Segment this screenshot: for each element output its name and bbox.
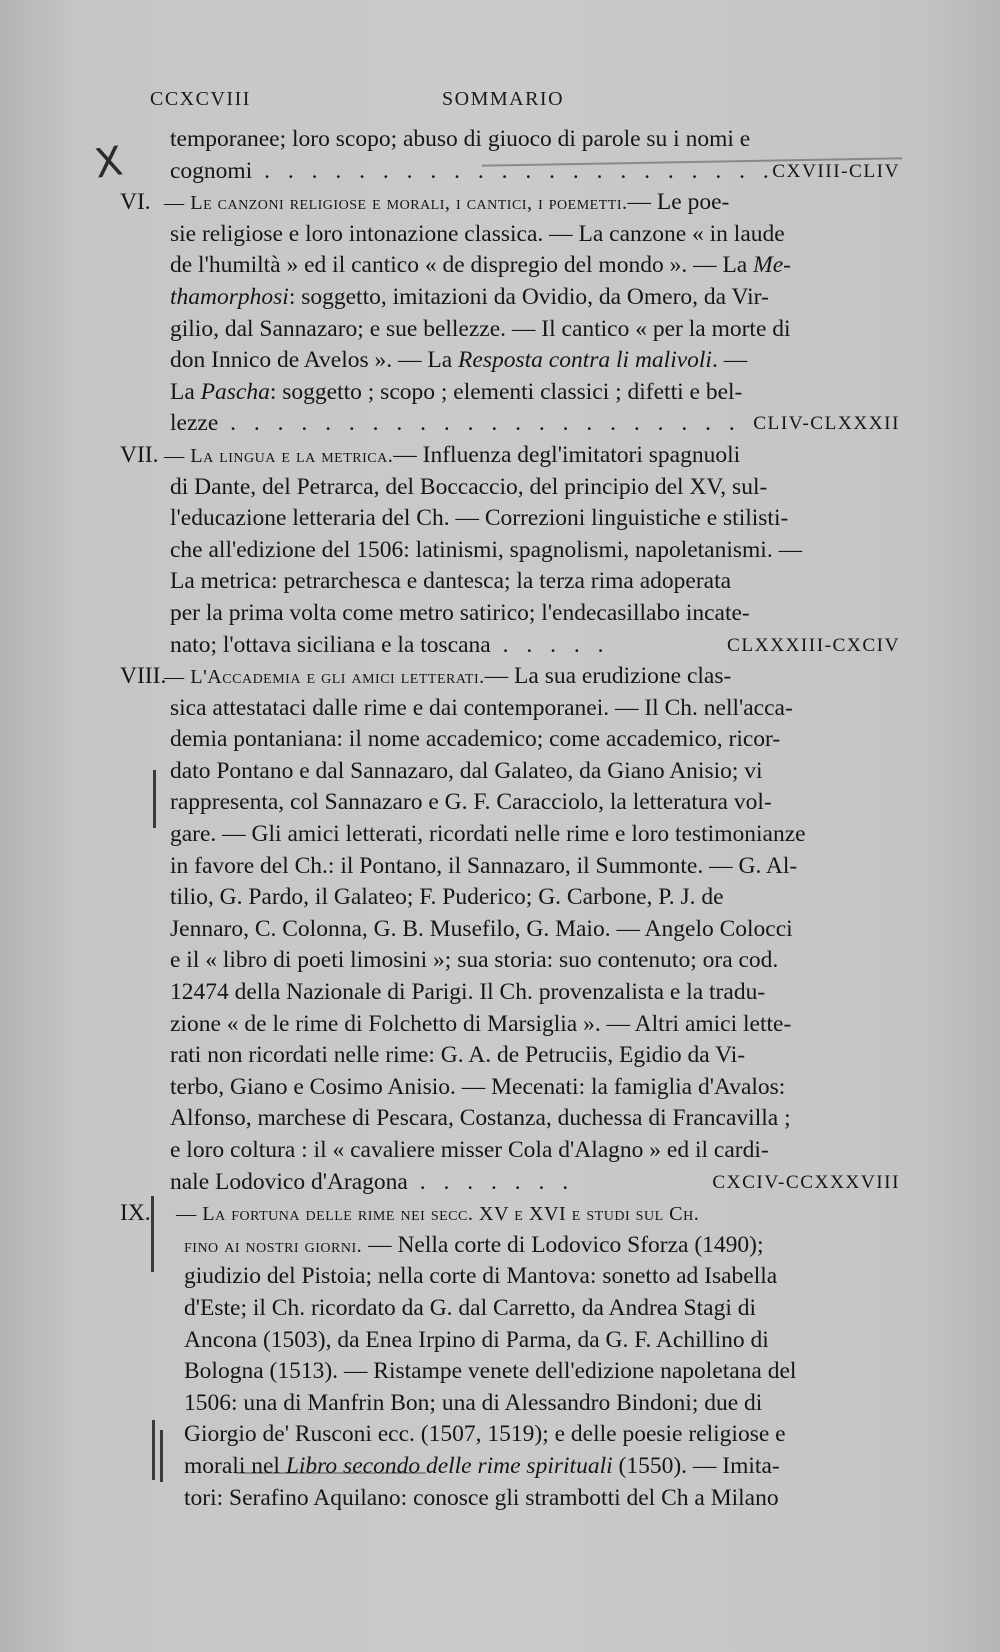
text-line: don Innico de Avelos ». — La Resposta contra li malivoli. —: [170, 347, 748, 374]
text-line: cognomi . . . . . . . . . . . . . . . . . . . . . . CXVIII-CLIV: [120, 156, 900, 188]
text-line: de l'humiltà » ed il cantico « de dispregio del mondo ». — La Me-: [170, 252, 791, 279]
page-reference: CLIV-CLXXXII: [753, 413, 900, 435]
text-line: temporanee; loro scopo; abuso di giuoco di parole su i nomi e: [170, 126, 751, 152]
text-line: Bologna (1513). — Ristampe venete dell'edizione napoletana del: [184, 1358, 797, 1385]
pencil-x-mark: X: [91, 138, 126, 188]
page-reference: CLXXXIII-CXCIV: [727, 634, 900, 656]
text-line: per la prima volta come metro satirico; l'endecasillabo incate-: [170, 599, 750, 626]
text-line: nale Lodovico d'Aragona . . . . . . . CXCIV-CCXXXVIII: [120, 1167, 900, 1199]
text-line: thamorphosi: soggetto, imitazioni da Ovidio, da Omero, da Vir-: [170, 283, 769, 310]
text-line: che all'edizione del 1506: latinismi, spagnolismi, napoletanismi. —: [170, 536, 803, 563]
text-line: 12474 della Nazionale di Parigi. Il Ch. provenzalista e la tradu-: [170, 979, 766, 1006]
text-line: sica attestataci dalle rime e dai contemporanei. — Il Ch. nell'acca-: [170, 694, 793, 721]
running-title: SOMMARIO: [442, 88, 565, 110]
text-line: La metrica: petrarchesca e dantesca; la terza rima adoperata: [170, 568, 732, 595]
text-line: e loro coltura : il « cavaliere misser Cola d'Alagno » ed il cardi-: [170, 1137, 769, 1163]
text-line: gare. — Gli amici letterati, ricordati nelle rime e loro testimonianze: [170, 821, 806, 848]
text-line: La Pascha: soggetto ; scopo ; elementi classici ; difetti e bel-: [170, 378, 743, 405]
text-line: Giorgio de' Rusconi ecc. (1507, 1519); e delle poesie religiose e: [184, 1421, 786, 1448]
section-ix-heading: IX. — La fortuna delle rime nei secc. XV e XVI e studi sul Ch.: [120, 1200, 700, 1227]
text-line: tilio, G. Pardo, il Galateo; F. Puderico; G. Carbone, P. J. de: [170, 884, 724, 911]
text-line: nato; l'ottava siciliana e la toscana . . . . . CLXXXIII-CXCIV: [120, 630, 900, 662]
text-line: Ancona (1503), da Enea Irpino di Parma, da G. F. Achillino di: [184, 1326, 769, 1353]
text-line: rappresenta, col Sannazaro e G. F. Caracciolo, la letteratura vol-: [170, 789, 772, 816]
section-vii-heading: VII. — La lingua e la metrica.— Influenza degl'imitatori spagnuoli: [120, 441, 741, 468]
text-line: gilio, dal Sannazaro; e sue bellezze. — Il cantico « per la morte di: [170, 315, 791, 342]
text-line: zione « de le rime di Folchetto di Marsiglia ». — Altri amici lette-: [170, 1010, 792, 1037]
text-line: rati non ricordati nelle rime: G. A. de Petruciis, Egidio da Vi-: [170, 1042, 746, 1069]
text-line: Jennaro, C. Colonna, G. B. Musefilo, G. Maio. — Angelo Colocci: [170, 915, 793, 942]
text-line: 1506: una di Manfrin Bon; una di Alessandro Bindoni; due di: [184, 1389, 763, 1416]
text-line: sie religiose e loro intonazione classica. — La canzone « in laude: [170, 220, 785, 247]
summary-text: [120, 124, 900, 1514]
text-line: lezze . . . . . . . . . . . . . . . . . . . . . . CLIV-CLXXXII: [120, 408, 900, 440]
section-viii-heading: VIII.— L'Accademia e gli amici letterati.— La sua erudizione clas-: [120, 663, 732, 690]
page-reference: CXCIV-CCXXXVIII: [712, 1171, 900, 1193]
text-line: terbo, Giano e Cosimo Anisio. — Mecenati: la famiglia d'Avalos:: [170, 1073, 786, 1100]
text-line: morali nel Libro secondo delle rime spirituali (1550). — Imita-: [184, 1452, 780, 1479]
text-line: l'educazione letteraria del Ch. — Correzioni linguistiche e stilisti-: [170, 505, 789, 532]
text-line: di Dante, del Petrarca, del Boccaccio, del principio del XV, sul-: [170, 473, 768, 500]
page-reference: CXVIII-CLIV: [772, 160, 900, 182]
text-line: in favore del Ch.: il Pontano, il Sannazaro, il Summonte. — G. Al-: [170, 852, 798, 879]
page-number: CCXCVIII: [150, 88, 251, 110]
section-vi-heading: VI. — Le canzoni religiose e morali, i cantici, i poemetti.— Le poe-: [120, 189, 730, 216]
text-line: d'Este; il Ch. ricordato da G. dal Carretto, da Andrea Stagi di: [184, 1294, 757, 1321]
text-line: dato Pontano e dal Sannazaro, dal Galateo, da Giano Anisio; vi: [170, 757, 763, 784]
text-line: demia pontaniana: il nome accademico; come accademico, ricor-: [170, 726, 781, 753]
text-line: giudizio del Pistoia; nella corte di Mantova: sonetto ad Isabella: [184, 1263, 778, 1290]
text-line: tori: Serafino Aquilano: conosce gli strambotti del Ch a Milano: [184, 1484, 779, 1511]
text-line: fino ai nostri giorni. — Nella corte di Lodovico Sforza (1490);: [184, 1231, 764, 1258]
text-line: Alfonso, marchese di Pescara, Costanza, duchessa di Francavilla ;: [170, 1105, 791, 1132]
text-line: e il « libro di poeti limosini »; sua storia: suo contenuto; ora cod.: [170, 947, 779, 974]
running-head: [0, 88, 1000, 118]
